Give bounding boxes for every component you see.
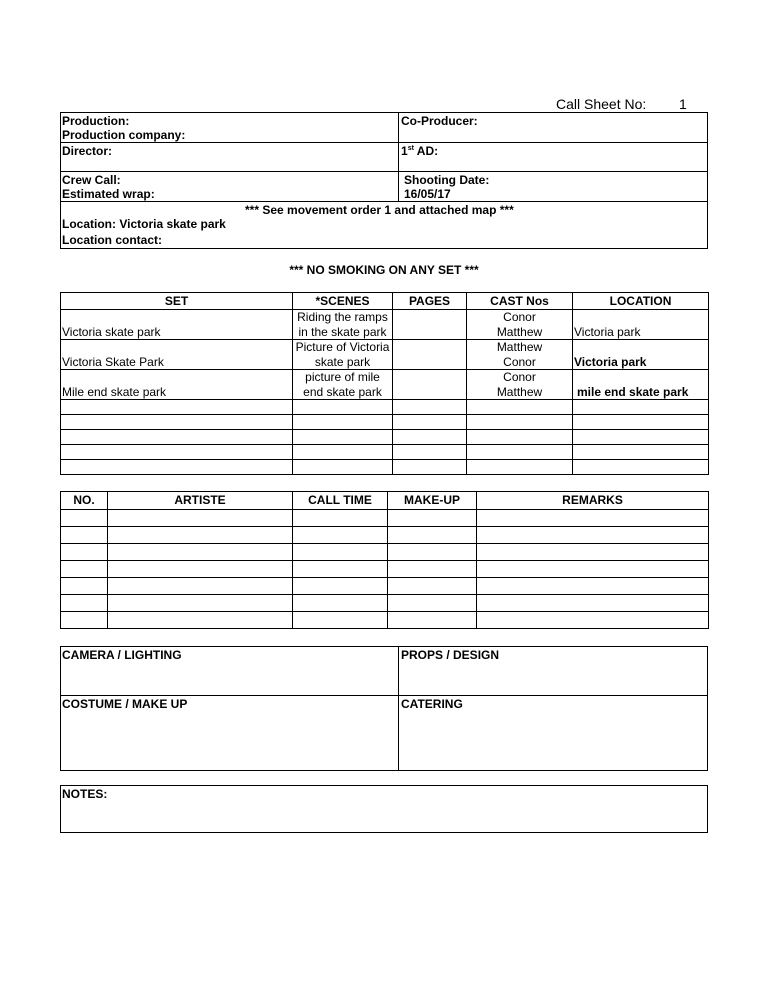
artiste-table	[60, 491, 709, 629]
table-row	[61, 310, 709, 340]
location-cell: Victoria park	[573, 310, 709, 340]
col-set: SET	[61, 293, 293, 310]
table-row	[61, 460, 709, 475]
location-label: Location: Victoria skate park	[62, 217, 226, 231]
table-row	[61, 510, 709, 527]
catering-label: CATERING	[401, 697, 463, 711]
table-row	[61, 400, 709, 415]
first-ad-label: 1st AD:	[401, 144, 439, 158]
location-cell: mile end skate park	[573, 370, 709, 400]
call-sheet-label: Call Sheet No:	[556, 96, 647, 112]
col-remarks: REMARKS	[477, 492, 709, 510]
location-contact-label: Location contact:	[62, 233, 163, 247]
scene-cell: Riding the ramps in the skate park	[293, 310, 393, 340]
production-label: Production:	[62, 114, 130, 128]
scenes-table	[60, 292, 709, 475]
table-row	[61, 595, 709, 612]
pages-cell	[393, 340, 467, 370]
camera-lighting-label: CAMERA / LIGHTING	[62, 648, 182, 662]
crew-call-label: Crew Call:	[62, 173, 121, 187]
call-sheet-number: 1	[679, 96, 687, 112]
location-cell: Victoria park	[573, 340, 709, 370]
cast-cell: Matthew Conor	[467, 340, 573, 370]
col-artiste: ARTISTE	[108, 492, 293, 510]
pages-cell	[393, 310, 467, 340]
estimated-wrap-label: Estimated wrap:	[62, 187, 155, 201]
props-design-label: PROPS / DESIGN	[401, 648, 500, 662]
col-cast: CAST Nos	[467, 293, 573, 310]
table-row	[61, 578, 709, 595]
col-scenes: *SCENES	[293, 293, 393, 310]
scene-cell: picture of mile end skate park	[293, 370, 393, 400]
set-cell: Victoria skate park	[61, 310, 293, 340]
shooting-date-value: 16/05/17	[404, 187, 451, 201]
table-row	[61, 430, 709, 445]
table-row	[61, 415, 709, 430]
cast-cell: Conor Matthew	[467, 310, 573, 340]
table-row	[61, 544, 709, 561]
table-row	[61, 340, 709, 370]
costume-makeup-label: COSTUME / MAKE UP	[62, 697, 188, 711]
set-cell: Victoria Skate Park	[61, 340, 293, 370]
col-call-time: CALL TIME	[293, 492, 388, 510]
cast-cell: Conor Matthew	[467, 370, 573, 400]
movement-note: *** See movement order 1 and attached map ***	[245, 203, 514, 217]
co-producer-label: Co-Producer:	[401, 114, 478, 128]
pages-cell	[393, 370, 467, 400]
col-no: NO.	[61, 492, 108, 510]
director-label: Director:	[62, 144, 113, 158]
no-smoking-notice: *** NO SMOKING ON ANY SET ***	[289, 263, 479, 277]
notes-label: NOTES:	[62, 787, 108, 801]
scene-cell: Picture of Victoria skate park	[293, 340, 393, 370]
col-make-up: MAKE-UP	[388, 492, 477, 510]
table-row	[61, 445, 709, 460]
table-row	[61, 527, 709, 544]
shooting-date-label: Shooting Date:	[404, 173, 490, 187]
table-row	[61, 370, 709, 400]
table-row	[61, 612, 709, 629]
col-pages: PAGES	[393, 293, 467, 310]
notes-box	[60, 785, 708, 833]
table-row	[61, 561, 709, 578]
set-cell: Mile end skate park	[61, 370, 293, 400]
col-location: LOCATION	[573, 293, 709, 310]
production-company-label: Production company:	[62, 128, 186, 142]
